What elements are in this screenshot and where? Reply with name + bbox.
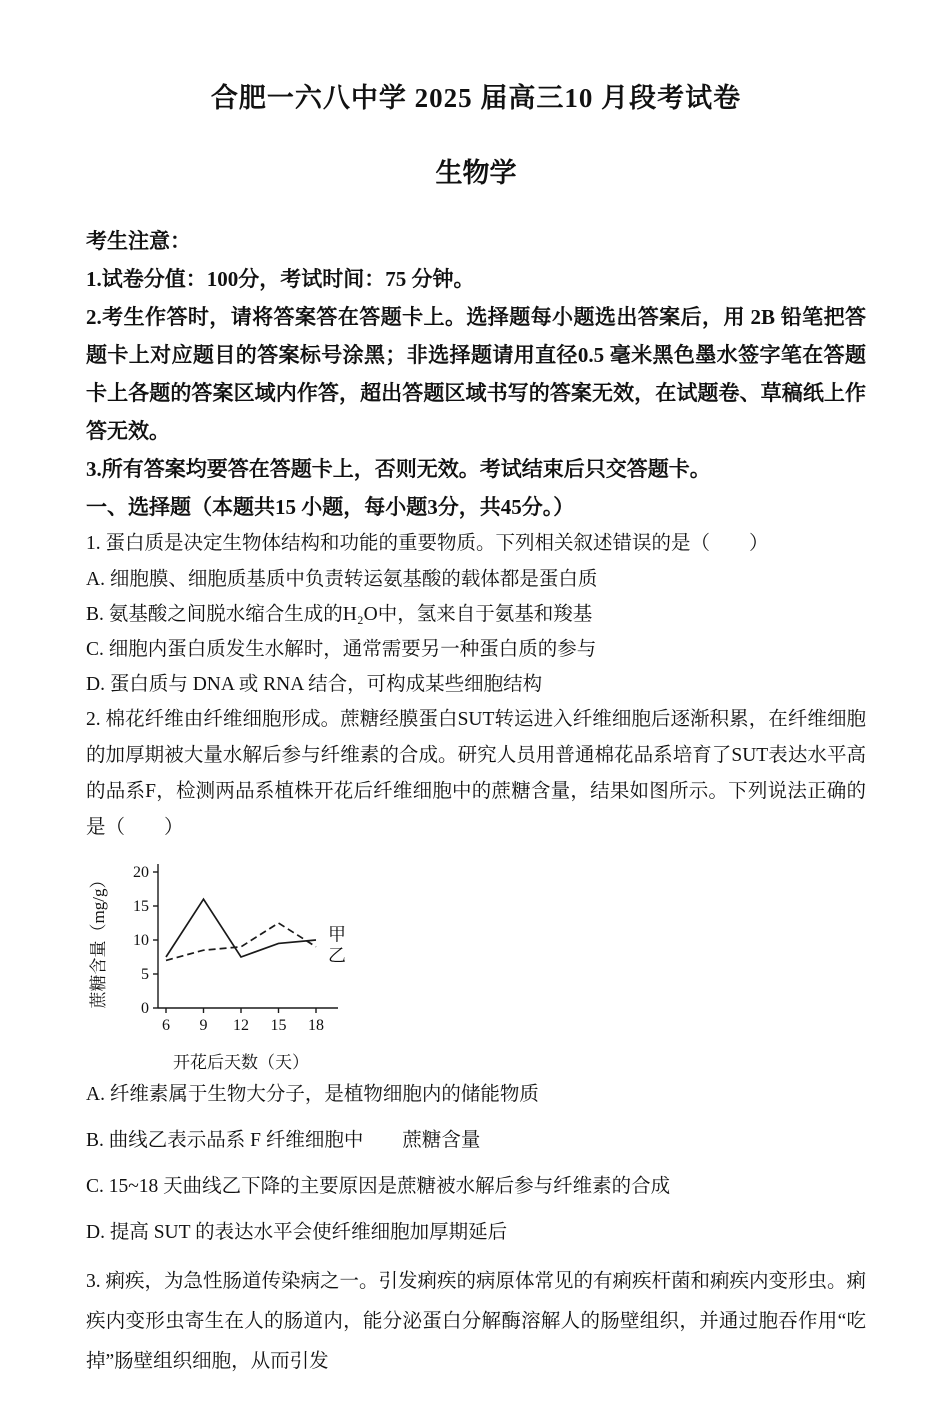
question-1-option-c: C. 细胞内蛋白质发生水解时，通常需要另一种蛋白质的参与	[86, 639, 597, 660]
notice-item-1: 1.试卷分值：100分，考试时间：75 分钟。	[86, 267, 475, 291]
candidate-notice	[86, 222, 866, 526]
question-1	[86, 526, 866, 702]
svg-text:乙: 乙	[328, 945, 346, 966]
notice-item-3: 3.所有答案均要答在答题卡上，否则无效。考试结束后只交答题卡。	[86, 457, 711, 481]
question-2	[86, 702, 866, 1250]
question-2-option-a: A. 纤维素属于生物大分子，是植物细胞内的储能物质	[86, 1084, 539, 1105]
svg-text:10: 10	[133, 932, 149, 949]
notice-item-2: 2.考生作答时，请将答案答在答题卡上。选择题每小题选出答案后，用 2B 铅笔把答题卡上对应题目的答案标号涂黑；非选择题请用直径0.5 毫米黑色墨水签字笔在答题卡上各题的答案区域内作答，超出答题区域书写的答案无效，在试题卷、草稿纸上作答无效。	[86, 305, 866, 443]
exam-subject: 生物学	[435, 158, 517, 188]
svg-text:甲: 甲	[328, 924, 346, 945]
svg-text:9: 9	[199, 1017, 208, 1034]
exam-title: 合肥一六八中学 2025 届高三10 月段考试卷	[210, 83, 742, 113]
question-1-option-a: A. 细胞膜、细胞质基质中负责转运氨基酸的载体都是蛋白质	[86, 569, 598, 590]
question-3	[86, 1262, 866, 1382]
svg-text:0: 0	[141, 1000, 149, 1017]
svg-text:6: 6	[162, 1017, 170, 1034]
question-1-option-d: D. 蛋白质与 DNA 或 RNA 结合，可构成某些细胞结构	[86, 674, 543, 695]
sucrose-content-line-chart	[86, 856, 866, 1074]
svg-text:15: 15	[133, 898, 149, 915]
question-2-option-c: C. 15~18 天曲线乙下降的主要原因是蔗糖被水解后参与纤维素的合成	[86, 1176, 671, 1197]
svg-text:蔗糖含量（mg/g）: 蔗糖含量（mg/g）	[89, 871, 108, 1009]
section-heading: 一、选择题（本题共15 小题，每小题3分，共45分。）	[86, 495, 575, 519]
question-2-stem: 2. 棉花纤维由纤维细胞形成。蔗糖经膜蛋白SUT转运进入纤维细胞后逐渐积累，在纤维细胞的加厚期被大量水解后参与纤维素的合成。研究人员用普通棉花品系培育了SUT表达水平高的品系F，检测两品系植株开花后纤维细胞中的蔗糖含量，结果如图所示。下列说法正确的是（ ）	[86, 709, 866, 838]
svg-text:5: 5	[141, 966, 149, 983]
svg-text:开花后天数（天）: 开花后天数（天）	[173, 1053, 309, 1072]
svg-text:20: 20	[133, 864, 149, 881]
svg-text:18: 18	[308, 1017, 324, 1034]
question-1-option-b: B. 氨基酸之间脱水缩合生成的H₂O中，氢来自于氨基和羧基	[86, 604, 593, 625]
svg-text:12: 12	[233, 1017, 249, 1034]
question-2-option-b: B. 曲线乙表示品系 F 纤维细胞中 蔗糖含量	[86, 1130, 481, 1151]
question-1-stem: 1. 蛋白质是决定生物体结构和功能的重要物质。下列相关叙述错误的是（ ）	[86, 533, 769, 554]
question-3-stem: 3. 痢疾，为急性肠道传染病之一。引发痢疾的病原体常见的有痢疾杆菌和痢疾内变形虫。痢疾内变形虫寄生在人的肠道内，能分泌蛋白分解酶溶解人的肠壁组织，并通过胞吞作用“吃掉”肠壁组织细胞，从而引发	[86, 1271, 867, 1372]
svg-text:15: 15	[270, 1017, 287, 1034]
question-2-option-d: D. 提高 SUT 的表达水平会使纤维细胞加厚期延后	[86, 1222, 508, 1243]
notice-heading: 考生注意：	[86, 229, 191, 253]
